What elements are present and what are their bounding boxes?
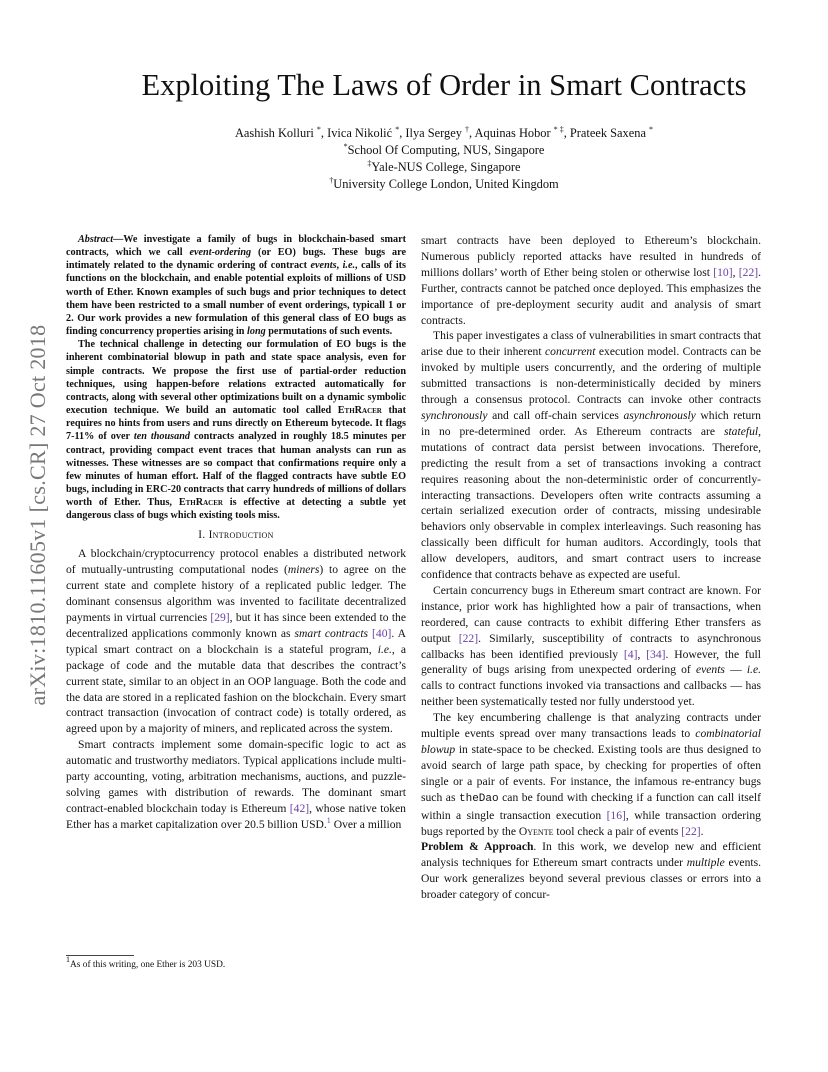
intro-paragraph-7: Problem & Approach. In this work, we develop new and efficient analysis techniques for Ethereum smart contracts under multiple events. Our work generalizes beyond several previous classes or errors into a broader category of concur-: [421, 840, 762, 902]
intro-paragraph-3: smart contracts have been deployed to Ethereum’s blockchain. Numerous publicly reported attacks have resulted in hundreds of millions dollars’ worth of Ether being stolen or otherwise lost [10], [22]. Further, contracts cannot be patched once deployed. This emphasizes the importance of pre-deployment security audit and analysis of smart contracts.: [421, 234, 762, 327]
footnote-rule: [66, 955, 134, 956]
affiliation-yale-nus: ‡Yale-NUS College, Singapore: [367, 159, 521, 174]
affiliation-nus: *School Of Computing, NUS, Singapore: [343, 142, 545, 157]
left-column: [66, 233, 406, 833]
intro-paragraph-2: Smart contracts implement some domain-specific logic to act as automatic and trustworthy mediators. Typical applications include multi-party accounting, voting, arbitration mechanisms, auctions, and puzzle-solving games with distribution of rewards. The dominant smart contract-enabled blockchain today is Ethereum [42], whose native token Ether has a market capitalization over 20.5 billion USD.$^1$ Over a million: [66, 738, 406, 831]
affiliation-ucl: †University College London, United Kingdom: [329, 176, 559, 191]
abstract-paragraph-2: The technical challenge in detecting our formulation of EO bugs is the inherent combinatorial blowup in path and state space analysis, even for simple contracts. We propose the first use of partial-order reduction techniques, using happen-before relations extracted automatically for contracts, along with several other optimizations built on a dynamic symbolic execution technique. We build an automatic tool called EthRacer that requires no hints from users and runs directly on Ethereum bytecode. It flags 7-11% of over ten thousand contracts analyzed in roughly 18.5 minutes per contract, providing compact event traces that human analysts can run as witnesses. These witnesses are so compact that confirmations require only a few minutes of human effort. Half of the flagged contracts have subtle EO bugs, including in ERC-20 contracts that carry hundreds of millions of dollars worth of Ether. Thus, EthRacer is effective at detecting a subtle yet dangerous class of bugs which existing tools miss.: [66, 339, 407, 522]
author-list: Aashish Kolluri *, Ivica Nikolić *, Ilya Sergey †, Aquinas Hobor * ‡, Prateek Saxena *: [234, 125, 654, 140]
problem-approach-label: Problem & Approach: [421, 840, 534, 854]
section-heading-introduction: I. Introduction: [198, 529, 274, 542]
arxiv-identifier: arXiv:1810.11605v1 [cs.CR] 27 Oct 2018: [25, 324, 50, 706]
right-column: [421, 233, 761, 903]
intro-paragraph-5: Certain concurrency bugs in Ethereum smart contract are known. For instance, prior work has highlighted how a pair of transactions, when reordered, can cause contracts to exhibit differing Ether transfers as output [22]. Similarly, susceptibility of contracts to asynchronous callbacks has been identified previously [4], [34]. However, the full generality of bugs arising from unexpected ordering of events — i.e. calls to contract functions invoked via transactions and callbacks — has neither been systematically tested nor fully understood yet.: [421, 583, 762, 709]
intro-paragraph-1: A blockchain/cryptocurrency protocol enables a distributed network of mutually-untrusting computational nodes (miners) to agree on the current state and complete history of a replicated public ledger. The dominant consensus algorithm was invented to facilitate decentralized payments in virtual currencies [29], but it has since been extended to the decentralized applications commonly known as smart contracts [40]. A typical smart contract on a blockchain is a stateful program, i.e., a package of code and the mutable data that describes the contract’s current state, similar to an object in an OOP language. Both the code and the data are stored in a replicated fashion on the blockchain. Every smart contract transaction (invocation of contract code) is totally ordered, as agreed upon by a majority of miners, and replicated across the system.: [66, 547, 406, 736]
abstract: [66, 233, 406, 522]
author-block: [60, 125, 828, 193]
footnote: $^1$As of this writing, one Ether is 203 USD.: [66, 955, 226, 970]
intro-paragraph-4: This paper investigates a class of vulnerabilities in smart contracts that arise due to their inherent concurrent execution model. Contracts can be invoked by multiple users concurrently, and the ordering of multiple submitted transactions is non-deterministically decided by miners through a consensus protocol. Contracts can invoke other contracts synchronously and call off-chain services asynchronously which return in no pre-determined order. As Ethereum contracts are stateful, mutations of contract data persist between invocations. Therefore, predicting the result from a set of transactions invoking a contract requires reasoning about the non-deterministic order of concurrently-interacting transactions. Developers often write contracts assuming a certain serialized execution order of contracts, missing undesirable behaviors only observable in complex interleavings. Such reasoning has classically been difficult for human auditors. Accordingly, tools that allow developers, auditors, and smart contract users to increase confidence that contracts behave as expected are useful.: [421, 329, 761, 582]
intro-paragraph-6: The key encumbering challenge is that analyzing contracts under multiple events spread over many transactions leads to combinatorial blowup in state-space to be checked. Existing tools are thus designed to avoid search of large path space, by checking for properties of often single or a pair of events. For instance, the infamous re-entrancy bugs such as theDao can be found with checking if a function can call itself within a single transaction execution [16], while transaction ordering bugs reported by the Oyente tool check a pair of events [22].: [421, 711, 761, 838]
paper-title: Exploiting The Laws of Order in Smart Contracts: [141, 68, 747, 102]
arxiv-sidebar: [0, 0, 64, 1072]
abstract-paragraph-1: Abstract—We investigate a family of bugs in blockchain-based smart contracts, which we call event-ordering (or EO) bugs. These bugs are intimately related to the dynamic ordering of contract events, i.e., calls of its functions on the blockchain, and enable potential exploits of millions of USD worth of Ether. Known examples of such bugs and prior techniques to detect them have been restricted to a small number of event orderings, typicall 1 or 2. Our work provides a new formulation of this general class of EO bugs as finding concurrency properties arising in long permutations of such events.: [66, 234, 407, 338]
